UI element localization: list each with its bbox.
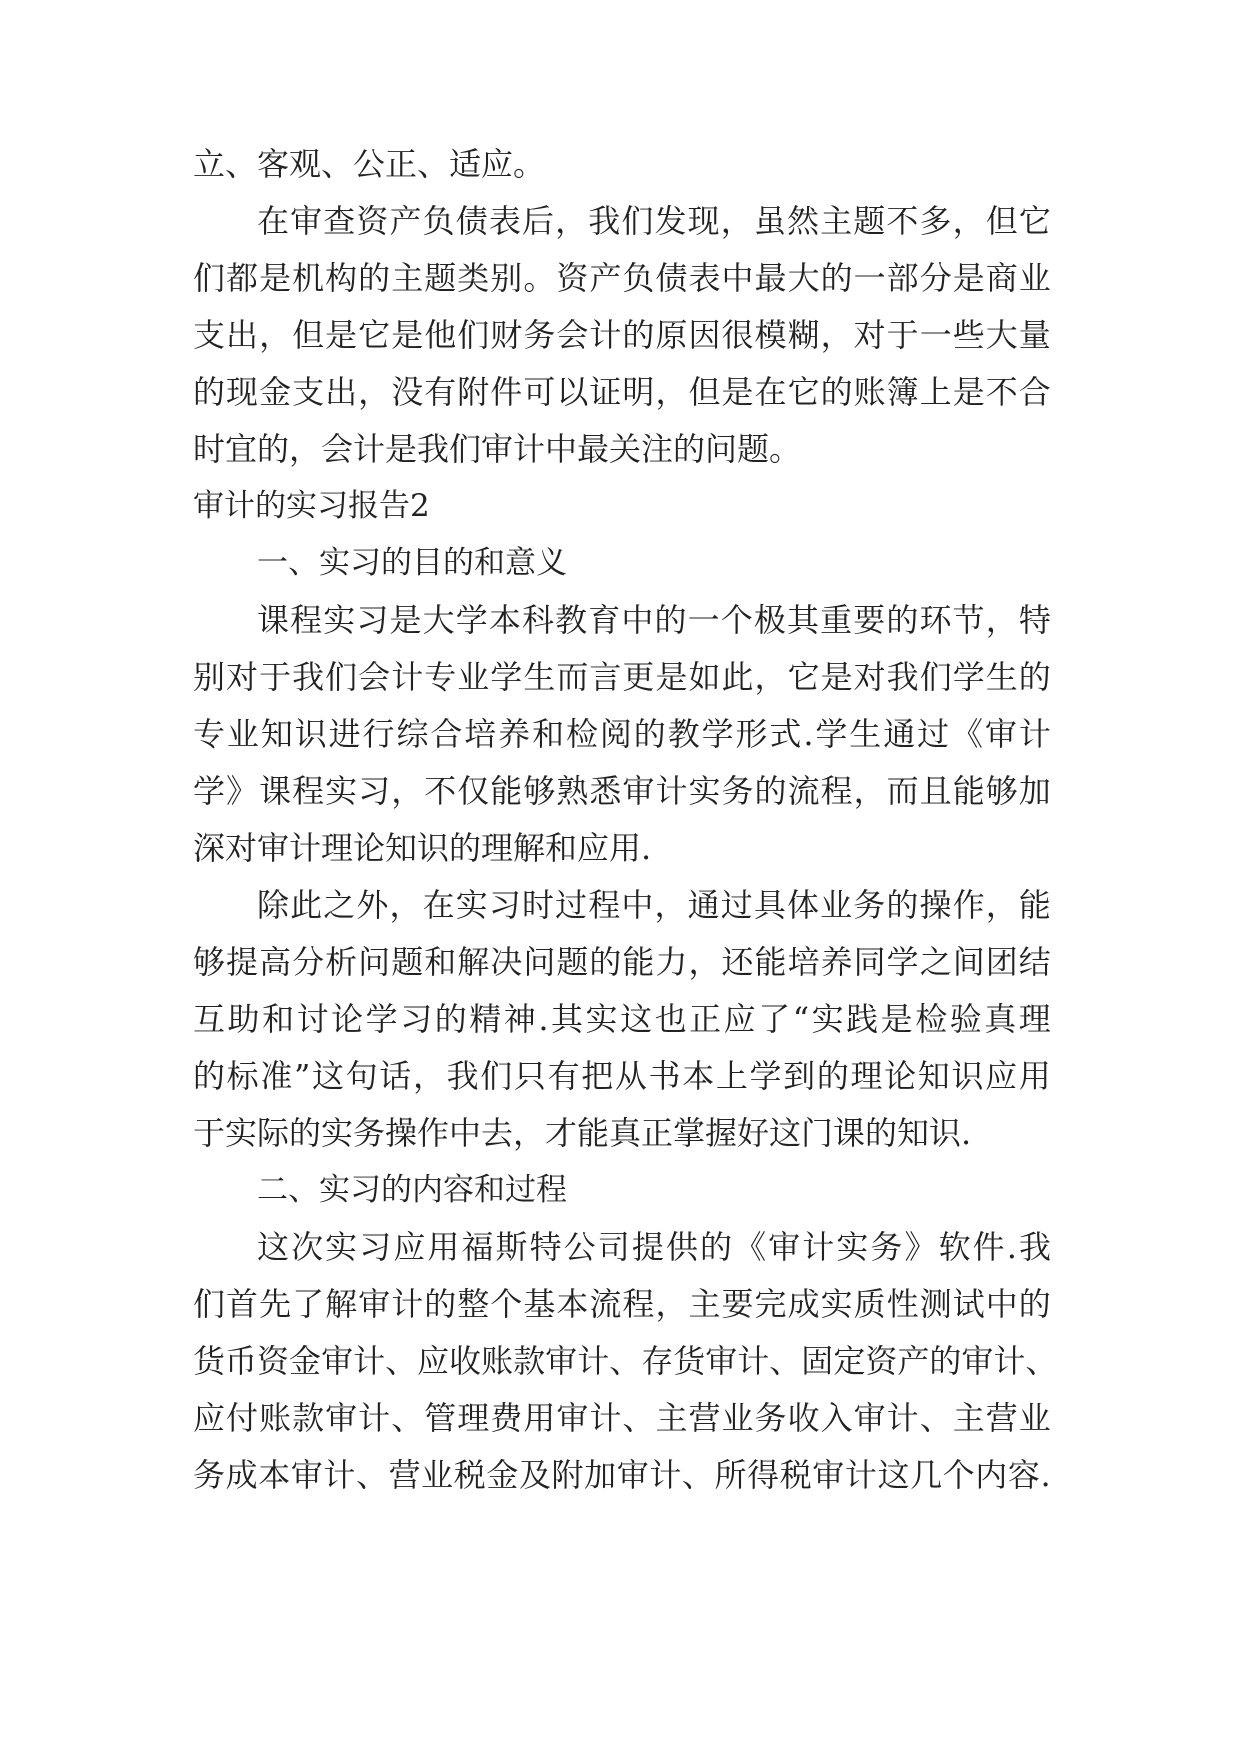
paragraph-line: 互 助 和 讨 论 学 习 的 精 神 . 其 实 这 也 正 应 了 “ 实 践 是 检 验 真 理 — [193, 1000, 1051, 1038]
section-heading: 二、实习的内容和过程 — [257, 1172, 567, 1208]
paragraph-line: 时宜的，会计是我们审计中最关注的问题。 — [193, 430, 802, 468]
section-heading: 一、实习的目的和意义 — [257, 545, 567, 581]
paragraph-line: 课 程 实 习 是 大 学 本 科 教 育 中 的 一 个 极 其 重 要 的 环 节 ， 特 — [257, 601, 1051, 639]
report-title: 审计的实习报告2 — [193, 488, 430, 524]
paragraph-line: 学 》 课 程 实 习 ， 不 仅 能 够 熟 悉 审 计 实 务 的 流 程 ， 而 且 能 够 加 — [193, 772, 1051, 810]
paragraph-line: 货 币 资 金 审 计 、 应 收 账 款 审 计 、 存 货 审 计 、 固 定 资 产 的 审 计 、 — [193, 1342, 1058, 1380]
paragraph-line: 应 付 账 款 审 计 、 管 理 费 用 审 计 、 主 营 业 务 收 入 审 计 、 主 营 业 — [193, 1399, 1051, 1437]
paragraph-line: 深对审计理论知识的理解和应用. — [193, 829, 652, 867]
paragraph-line: 专 业 知 识 进 行 综 合 培 养 和 检 阅 的 教 学 形 式 . 学 生 通 过 《 审 计 — [193, 715, 1051, 753]
paragraph-line: 们 都 是 机 构 的 主 题 类 别 。 资 产 负 债 表 中 最 大 的 一 部 分 是 商 业 — [193, 259, 1051, 297]
paragraph-line: 除 此 之 外 ， 在 实 习 时 过 程 中 ， 通 过 具 体 业 务 的 操 作 ， 能 — [257, 886, 1051, 924]
paragraph-line: 务 成 本 审 计 、 营 业 税 金 及 附 加 审 计 、 所 得 税 审 计 这 几 个 内 容 . — [193, 1456, 1051, 1494]
paragraph-line: 于实际的实务操作中去，才能真正掌握好这门课的知识. — [193, 1114, 972, 1152]
paragraph-line: 这 次 实 习 应 用 福 斯 特 公 司 提 供 的 《 审 计 实 务 》 软 件 . 我 — [257, 1228, 1051, 1266]
paragraph-line: 支 出 ， 但 是 它 是 他 们 财 务 会 计 的 原 因 很 模 糊 ， 对 于 一 些 大 量 — [193, 316, 1051, 354]
paragraph-line: 立、客观、公正、适应。 — [193, 145, 546, 183]
paragraph-line: 的 标 准 ” 这 句 话 ， 我 们 只 有 把 从 书 本 上 学 到 的 理 论 知 识 应 用 — [193, 1057, 1051, 1095]
paragraph-line: 别 对 于 我 们 会 计 专 业 学 生 而 言 更 是 如 此 ， 它 是 对 我 们 学 生 的 — [193, 658, 1051, 696]
paragraph-line: 的 现 金 支 出 ， 没 有 附 件 可 以 证 明 ， 但 是 在 它 的 账 簿 上 是 不 合 — [193, 373, 1051, 411]
paragraph-line: 够 提 高 分 析 问 题 和 解 决 问 题 的 能 力 ， 还 能 培 养 同 学 之 间 团 结 — [193, 943, 1051, 981]
paragraph-line: 们 首 先 了 解 审 计 的 整 个 基 本 流 程 ， 主 要 完 成 实 质 性 测 试 中 的 — [193, 1285, 1051, 1323]
paragraph-line: 在 审 查 资 产 负 债 表 后 ， 我 们 发 现 ， 虽 然 主 题 不 多 ， 但 它 — [257, 202, 1051, 240]
